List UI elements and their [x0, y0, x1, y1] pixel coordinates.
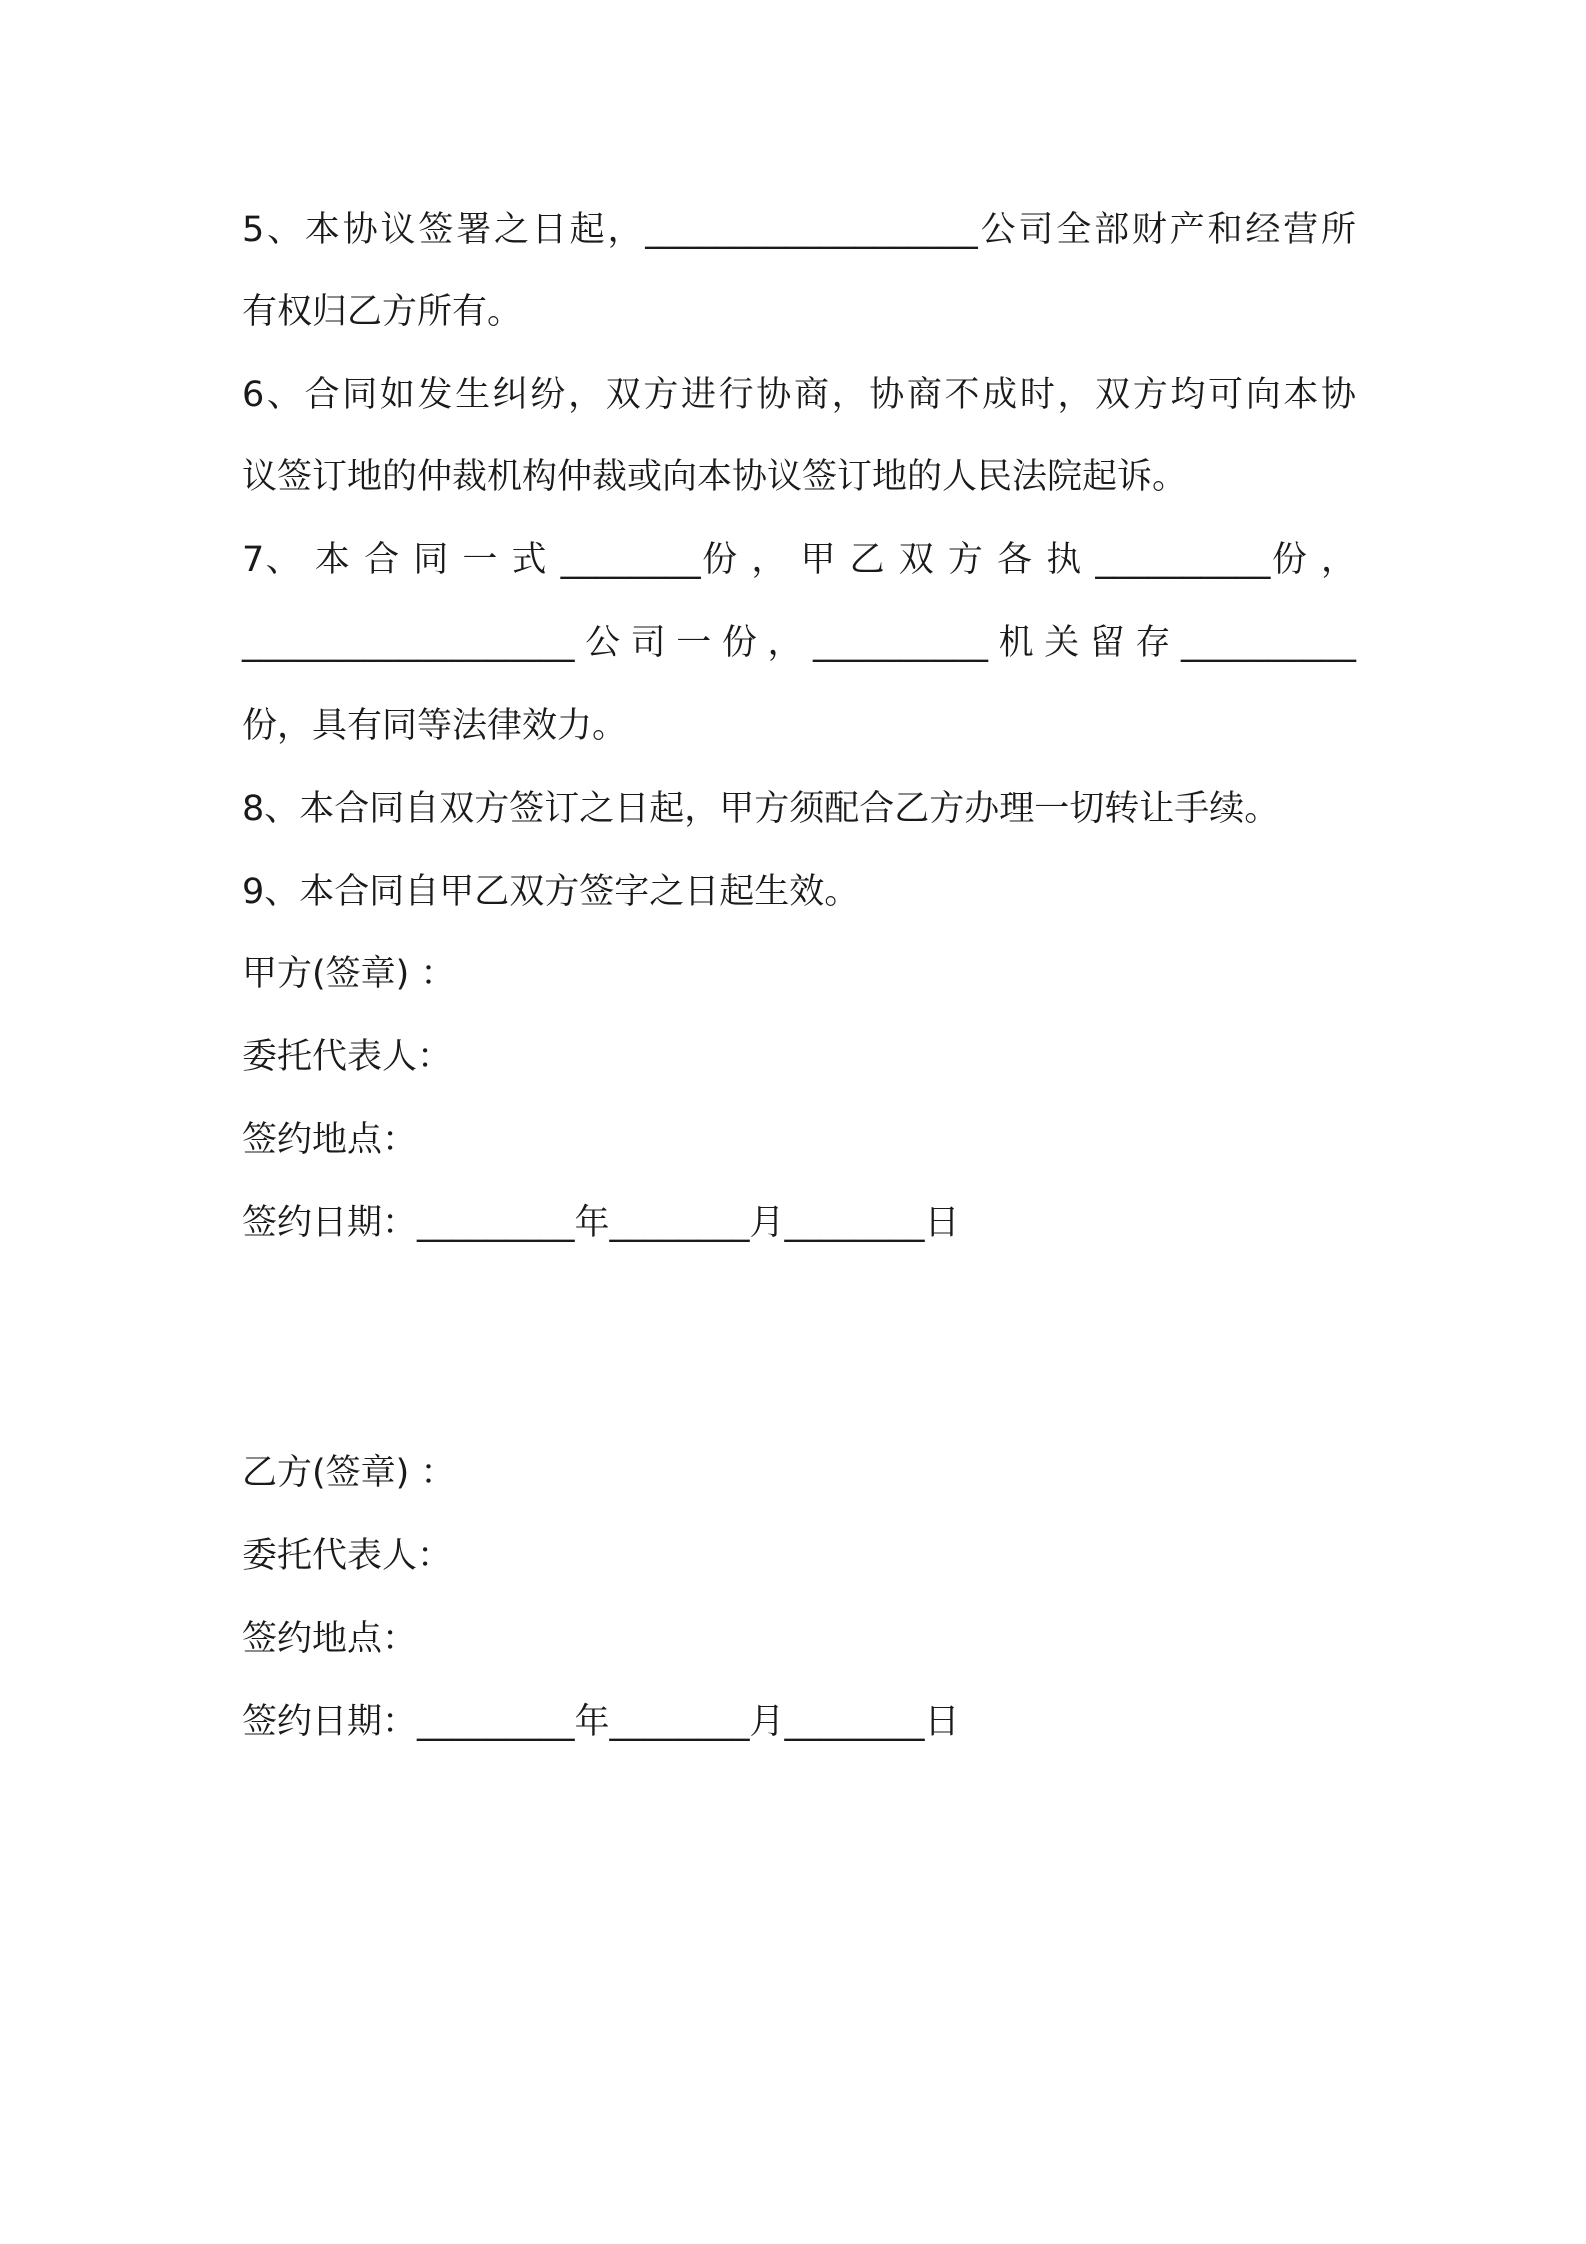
party-a-sign-label: 甲方(签章) ：	[242, 954, 456, 994]
clause-7-line-1: 7、 本 合 同 一 式 ________份 ， 甲 乙 双 方 各 执 __________份 ，	[242, 540, 1356, 580]
party-b-sign-label: 乙方(签章) ：	[242, 1453, 456, 1493]
party-b-place-label: 签约地点：	[242, 1619, 418, 1659]
clause-7-line-3: 份，具有同等法律效力。	[242, 706, 628, 746]
party-b-representative-label: 委托代表人：	[242, 1536, 453, 1576]
clause-5-line-1: 5、本协议签署之日起，___________________公司全部财产和经营所	[242, 210, 1356, 250]
clause-7-line-2: ___________________公司一份，__________机关留存__________	[242, 623, 1356, 663]
clause-5-line-2: 有权归乙方所有。	[242, 292, 523, 332]
party-a-place-label: 签约地点：	[242, 1120, 418, 1160]
clause-8-line-1: 8、本合同自双方签订之日起，甲方须配合乙方办理一切转让手续。	[242, 789, 1280, 829]
party-a-representative-label: 委托代表人：	[242, 1037, 453, 1077]
party-b-date-label: 签约日期：_________年________月________日	[242, 1702, 960, 1742]
clause-9-line-1: 9、本合同自甲乙双方签字之日起生效。	[242, 872, 860, 912]
clause-6-line-1: 6、合同如发生纠纷，双方进行协商，协商不成时，双方均可向本协	[242, 375, 1356, 415]
clause-6-line-2: 议签订地的仲裁机构仲裁或向本协议签订地的人民法院起诉。	[242, 457, 1188, 497]
party-a-date-label: 签约日期：_________年________月________日	[242, 1203, 960, 1243]
